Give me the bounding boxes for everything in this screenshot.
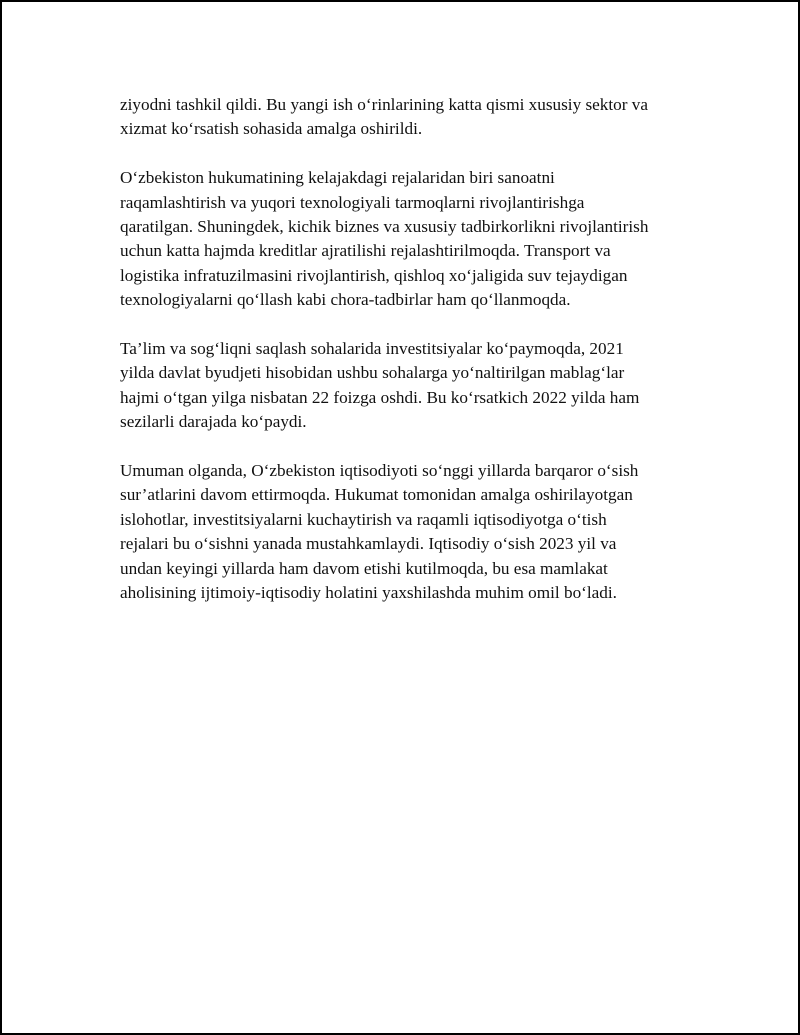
text-line: xizmat ko‘rsatish sohasida amalga oshirildi. — [120, 119, 423, 139]
text-line: undan keyingi yillarda ham davom etishi kutilmoqda, bu esa mamlakat — [120, 558, 608, 578]
text-line: hajmi o‘tgan yilga nisbatan 22 foizga oshdi. Bu ko‘rsatkich 2022 yilda ham — [120, 387, 640, 407]
text-line: rejalari bu o‘sishni yanada mustahkamlaydi. Iqtisodiy o‘sish 2023 yil va — [120, 534, 617, 554]
paragraph-education-health — [120, 337, 700, 435]
text-line: aholisining ijtimoiy-iqtisodiy holatini yaxshilashda muhim omil bo‘ladi. — [120, 583, 617, 603]
text-line: qaratilgan. Shuningdek, kichik biznes va xususiy tadbirkorlikni rivojlantirish — [120, 217, 649, 237]
paragraph-employment — [120, 93, 700, 142]
paragraph-conclusion — [120, 459, 700, 605]
document-body — [120, 93, 700, 630]
text-line: Umuman olganda, O‘zbekiston iqtisodiyoti so‘nggi yillarda barqaror o‘sish — [120, 461, 639, 481]
text-line: ziyodni tashkil qildi. Bu yangi ish o‘rinlarining katta qismi xususiy sektor va — [120, 95, 648, 114]
text-line: logistika infratuzilmasini rivojlantirish, qishloq xo‘jaligida suv tejaydigan — [120, 265, 628, 285]
text-line: O‘zbekiston hukumatining kelajakdagi rejalaridan biri sanoatni — [120, 168, 555, 188]
text-line: sur’atlarini davom ettirmoqda. Hukumat tomonidan amalga oshirilayotgan — [120, 485, 633, 505]
text-line: Ta’lim va sog‘liqni saqlash sohalarida investitsiyalar ko‘paymoqda, 2021 — [120, 339, 624, 359]
text-line: islohotlar, investitsiyalarni kuchaytirish va raqamli iqtisodiyotga o‘tish — [120, 509, 607, 529]
text-line: texnologiyalarni qo‘llash kabi chora-tadbirlar ham qo‘llanmoqda. — [120, 290, 571, 310]
paragraph-future-plans — [120, 166, 700, 312]
text-line: uchun katta hajmda kreditlar ajratilishi rejalashtirilmoqda. Transport va — [120, 241, 611, 261]
text-line: raqamlashtirish va yuqori texnologiyali tarmoqlarni rivojlantirishga — [120, 192, 585, 212]
text-line: sezilarli darajada ko‘paydi. — [120, 412, 307, 432]
text-line: yilda davlat byudjeti hisobidan ushbu sohalarga yo‘naltirilgan mablag‘lar — [120, 363, 625, 383]
